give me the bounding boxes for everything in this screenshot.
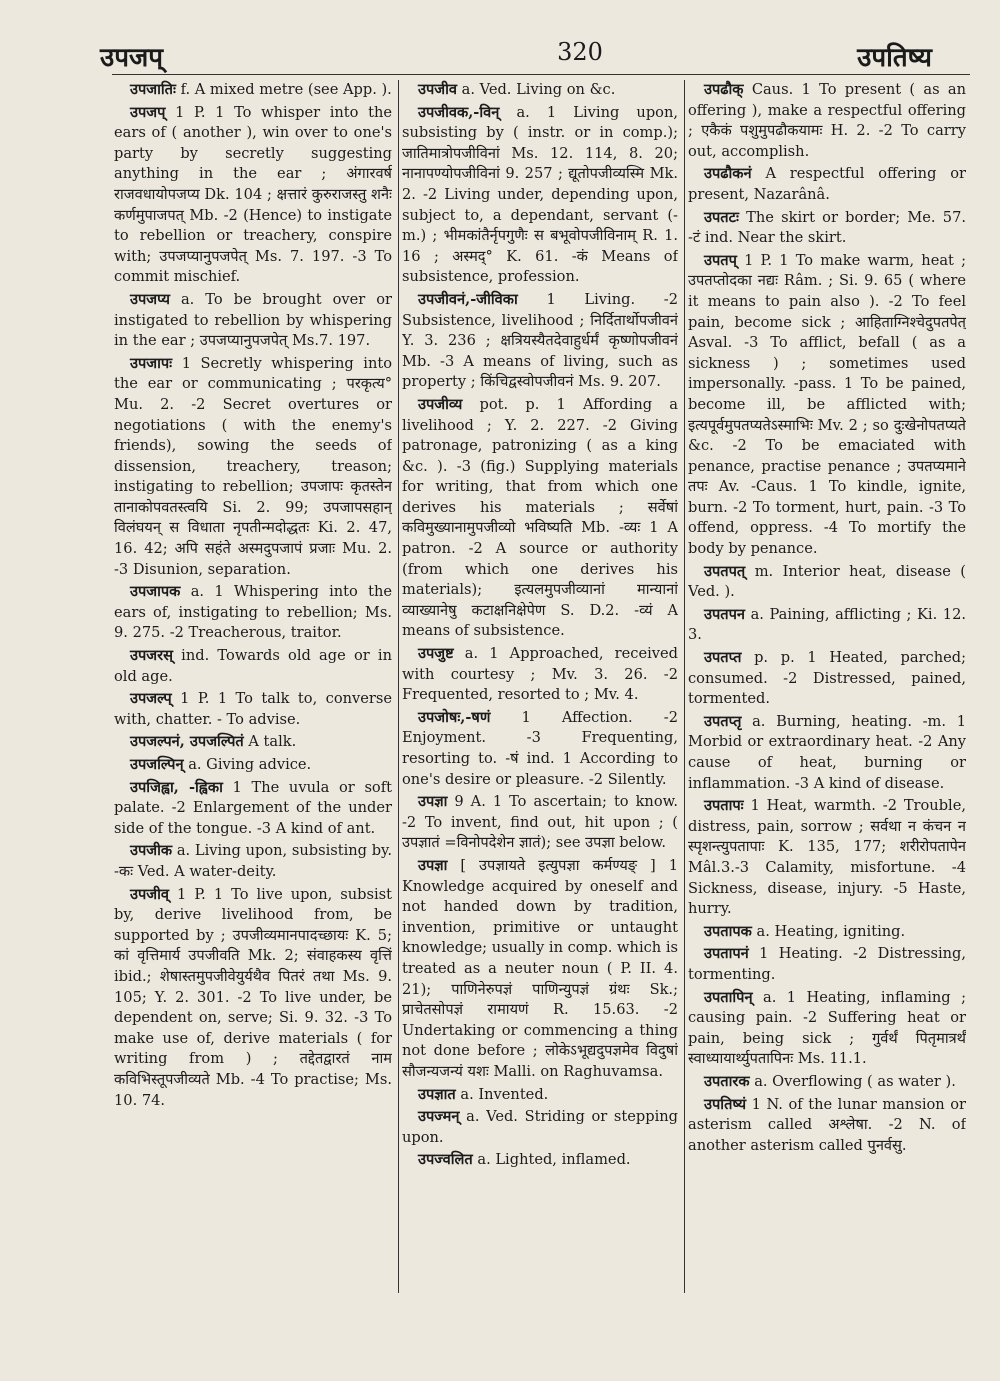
headword: उपढौक्	[704, 81, 744, 98]
headword: उपतापः	[704, 797, 744, 815]
dictionary-entry	[402, 290, 678, 393]
definition: a. 1 Living upon, subsisting by ( instr. or in comp.); जातिमात्रोपजीविनां Ms. 12. 114, 8. 20; नानापण्योपजीविनां 9. 257 ; द्यूतोपजीव्यस्मि Mk. 2. -2 Living under, depending upon, subject to, a dependant, servant (-m.) ; भीमकांतैर्नृपगुणैः स बभूवोपजीविनाम् R. 1. 16 ; अस्मद्° K. 61. -कं Means of subsistence, profession.	[402, 103, 678, 286]
headword: उपज्वलित	[418, 1151, 473, 1169]
dictionary-entry	[114, 689, 392, 730]
headword: उपजोषः,-षणं	[418, 708, 491, 726]
definition: p. p. 1 Heated, parched; consumed. -2 Distressed, pained, tormented.	[688, 649, 966, 708]
dictionary-entry	[688, 562, 966, 603]
dictionary-entry	[688, 988, 966, 1070]
definition: 1 P. 1 To make warm, heat ; उपतप्तोदका नद्यः Râm. ; Si. 9. 65 ( where it means to pain also ). -2 To feel pain, become sick ; आहिताग्निश्चेदुपतपेत् Asval. -3 To afflict, befall ( as a sickness ) ; sometimes used impersonally. -pass. 1 To be pained, become ill, be afflicted with; इत्यपूर्वमुपतप्यतेऽस्माभिः Mv. 2 ; so दुःखेनोपतप्यते &c. -2 To be emaciated with penance, practise penance ; उपतप्यमाने तपः Av. -Caus. 1 To kindle, ignite, burn. -2 To torment, hurt, pain. -3 To offend, oppress. -4 To mortify the body by penance.	[688, 251, 966, 558]
headword: उपजल्पनं, उपजल्पितं	[130, 733, 244, 751]
dictionary-entry	[688, 1095, 966, 1157]
dictionary-entry	[688, 944, 966, 985]
column-divider	[398, 80, 399, 1293]
dictionary-entry	[402, 856, 678, 1083]
headword: उपतापिन्	[704, 988, 753, 1006]
headword: उपज्मन्	[418, 1108, 460, 1126]
definition: 9 A. 1 To ascertain; to know. -2 To invent, find out, hit upon ; ( उपज्ञातं =विनोपदेशेन ज्ञातं); see उपज्ञा below.	[402, 793, 678, 852]
dictionary-entry	[688, 251, 966, 560]
dictionary-entry	[688, 208, 966, 249]
definition: a. Overflowing ( as water ).	[754, 1072, 956, 1090]
definition: 1 N. of the lunar mansion or asterism called अश्लेषा. -2 N. of another asterism called पुनर्वसु.	[688, 1095, 966, 1154]
headword: उपज्ञा	[418, 856, 448, 874]
headword: उपजरस्	[130, 647, 173, 665]
definition: 1 Heating. -2 Distressing, tormenting.	[688, 945, 966, 983]
headword: उपढौकनं	[704, 165, 752, 183]
dictionary-entry	[402, 1085, 678, 1106]
dictionary-entry	[114, 354, 392, 581]
headword: उपजल्पिन्	[130, 756, 184, 773]
definition: 1 Secretly whispering into the ear or communicating ; परकृत्य° Mu. 2. -2 Secret overtures or negotiations ( with the enemy's friends), sowing the seeds of dissension, treachery, treason; instigating to rebellion; उपजापः कृतस्तेन तानाकोपवतस्त्वयि Si. 2. 99; उपजापसहान् विलंघयन् स विधाता नृपतीन्मदोद्धतः Ki. 2. 47, 16. 42; अपि सहंते अस्मदुपजापं प्रजाः Mu. 2. -3 Disunion, separation.	[114, 354, 392, 578]
dictionary-entry	[114, 841, 392, 882]
dictionary-entry	[402, 103, 678, 288]
definition: 1 P. 1 To whisper into the ears of ( another ), win over to one's party by secretly suggesting anything in the ear ; अंगारवर्ष राजवधायोपजप्य Dk. 104 ; क्षत्तारं कुरुराजस्तु शनैः कर्णमुपाजपत् Mb. -2 (Hence) to instigate to rebellion or treachery, conspire with; उपजप्यानुपजपेत् Ms. 7. 197. -3 To commit mischief.	[114, 103, 392, 286]
definition: 1 Affection. -2 Enjoyment. -3 Frequenting, resorting to. -षं ind. 1 According to one's desire or pleasure. -2 Silently.	[402, 708, 678, 788]
headword: उपतप्	[704, 251, 737, 269]
headword: उपतप्त	[704, 649, 742, 667]
definition: 1 The uvula or soft palate. -2 Enlargement of the under side of the tongue. -3 A kind of ant.	[114, 778, 392, 837]
headword: उपजातिः	[130, 81, 176, 98]
dictionary-entry	[688, 80, 966, 162]
dictionary-entry	[402, 80, 678, 101]
headword: उपजीव्	[130, 885, 170, 903]
running-head	[100, 28, 960, 80]
dictionary-entry	[114, 885, 392, 1112]
dictionary-entry	[402, 1107, 678, 1148]
headword: उपजीक	[130, 842, 173, 860]
column-divider	[684, 80, 685, 1293]
definition: a. Living upon, subsisting by. -कः Ved. A water-deity.	[114, 842, 392, 880]
definition: a. Invented.	[460, 1085, 549, 1103]
definition: f. A mixed metre (see App. ).	[180, 81, 392, 98]
definition: 1 P. 1 To live upon, subsist by, derive livelihood from, be supported by ; उपजीव्यमानपादच्छायः K. 5; कां वृत्तिमार्य उपजीवति Mk. 2; संवाहकस्य वृत्तिं ibid.; शेषास्तमुपजीवेयुर्यथैव पितरं तथा Ms. 9. 105; Y. 2. 301. -2 To live under, be dependent on, serve; Si. 9. 32. -3 To make use of, derive materials ( for writing from ) ; तद्देतद्वारतं नाम कविभिस्तूपजीव्यते Mb. -4 To practise; Ms. 10. 74.	[114, 885, 392, 1109]
definition: 1 Heat, warmth. -2 Trouble, distress, pain, sorrow ; सर्वथा न कंचन न स्पृशन्त्युपतापाः K. 135, 177; शरीरोपतापेन Mâl.3.-3 Calamity, misfortune. -4 Sickness, disease, injury. -5 Haste, hurry.	[688, 797, 966, 918]
headword: उपजुष्ट	[418, 645, 454, 663]
dictionary-entry	[688, 1072, 966, 1093]
definition: Caus. 1 To present ( as an offering ), make a respectful offering ; एकैकं पशुमुपढौकयामः H. 2. -2 To carry out, accomplish.	[688, 81, 966, 160]
headword: उपजीव्य	[418, 395, 463, 413]
headword: उपतापक	[704, 922, 752, 940]
definition: A talk.	[248, 733, 297, 751]
definition: a. Paining, afflicting ; Ki. 12. 3.	[688, 605, 966, 644]
dictionary-entry	[688, 712, 966, 794]
headword: उपजापक	[130, 583, 181, 601]
headword: उपतिष्यं	[704, 1095, 747, 1113]
headword: उपजीवनं,-जीविका	[418, 290, 518, 308]
dictionary-entry	[402, 644, 678, 706]
definition: 1 P. 1 To talk to, converse with, chatter. - To advise.	[114, 690, 392, 728]
definition: a. Heating, igniting.	[756, 922, 906, 940]
dictionary-entry	[402, 792, 678, 854]
dictionary-entry	[688, 605, 966, 646]
headword: उपजिह्वा, -ह्विका	[130, 778, 223, 796]
headword: उपजापः	[130, 354, 173, 372]
header-rule	[112, 74, 970, 75]
dictionary-entry	[402, 395, 678, 642]
dictionary-entry	[688, 648, 966, 710]
headword: उपजप्	[130, 103, 166, 121]
definition: a. To be brought over or instigated to rebellion by whispering in the ear ; उपजप्यानुपजपेत् Ms.7. 197.	[114, 290, 392, 350]
dictionary-entry	[114, 778, 392, 840]
definition: [ उपज्ञायते इत्युपज्ञा कर्मण्यङ् ] 1 Knowledge acquired by oneself and not handed down by tradition, invention, primitive or untaught knowledge; usually in comp. which is treated as a neuter noun ( P. II. 4. 21); पाणिनेरुपज्ञं पाणिन्युपज्ञं ग्रंथः Sk.; प्राचेतसोपज्ञं रामायणं R. 15.63. -2 Undertaking or commencing a thing not done before ; लोकेऽभूद्यदुपज्ञमेव विदुषां सौजन्यजन्यं यशः Malli. on Raghuvamsa.	[402, 856, 678, 1080]
page-number: 320	[557, 38, 603, 66]
dictionary-entry	[114, 103, 392, 288]
definition: a. Lighted, inflamed.	[477, 1151, 631, 1169]
running-head-right: उपतिष्य	[857, 43, 932, 73]
column-3	[688, 80, 966, 1321]
dictionary-entry	[114, 80, 392, 101]
headword: उपतपत्	[704, 562, 746, 580]
dictionary-entry	[114, 582, 392, 644]
dictionary-entry	[114, 732, 392, 753]
dictionary-entry	[114, 290, 392, 352]
definition: a. 1 Heating, inflaming ; causing pain. -2 Suffering heat or pain, being sick ; गुर्वर्थं पितृमात्रर्थं स्वाध्यायार्थ्युपतापिनः Ms. 11.1.	[688, 988, 966, 1068]
definition: a. 1 Approached, received with courtesy ; Mv. 3. 26. -2 Frequented, resorted to ; Mv. 4.	[402, 645, 678, 704]
headword: उपतापनं	[704, 945, 749, 963]
headword: उपजल्प्	[130, 690, 172, 708]
headword: उपजीवक,-विन्	[418, 103, 500, 121]
headword: उपजीव	[418, 81, 458, 98]
dictionary-entry	[114, 646, 392, 687]
column-1	[114, 80, 392, 1321]
definition: The skirt or border; Me. 57. -टं ind. Near the skirt.	[688, 208, 966, 247]
definition: a. 1 Whispering into the ears of, instigating to rebellion; Ms. 9. 275. -2 Treacherous, traitor.	[114, 583, 392, 642]
headword: उपज्ञात	[418, 1085, 456, 1103]
definition: pot. p. 1 Affording a livelihood ; Y. 2. 227. -2 Giving patronage, patronizing ( as a king &c. ). -3 (fig.) Supplying materials for writing, that from which one derives his materials ; सर्वेषां कविमुख्यानामुपजीव्यो भविष्यति Mb. -व्यः 1 A patron. -2 A source or authority (from which one derives his materials); इत्यलमुपजीव्यानां मान्यानां व्याख्यानेषु कटाक्षनिक्षेपेण S. D.2. -व्यं A means of subsistence.	[402, 395, 678, 640]
definition: a. Ved. Living on &c.	[461, 81, 616, 98]
headword: उपतटः	[704, 208, 739, 226]
definition: a. Burning, heating. -m. 1 Morbid or extraordinary heat. -2 Any cause of heat, burning or inflammation. -3 A kind of disease.	[688, 712, 966, 792]
definition: a. Ved. Striding or stepping upon.	[402, 1108, 678, 1146]
dictionary-entry	[114, 755, 392, 776]
definition: m. Interior heat, disease ( Ved. ).	[688, 562, 966, 601]
dictionary-entry	[402, 708, 678, 790]
dictionary-entry	[402, 1150, 678, 1171]
column-2	[402, 80, 678, 1321]
headword: उपतपन	[704, 605, 745, 623]
dictionary-entry	[688, 922, 966, 943]
headword: उपतप्तृ	[704, 712, 742, 730]
running-head-left: उपजप्	[100, 43, 164, 73]
definition: A respectful offering or present, Nazarânâ.	[688, 165, 966, 203]
headword: उपज्ञा	[418, 793, 448, 811]
dictionary-entry	[688, 164, 966, 205]
dictionary-entry	[688, 796, 966, 920]
headword: उपतारक	[704, 1072, 750, 1090]
definition: ind. Towards old age or in old age.	[114, 647, 392, 685]
definition: a. Giving advice.	[188, 756, 312, 773]
definition: 1 Living. -2 Subsistence, livelihood ; निर्दितार्थोपजीवनं Y. 3. 236 ; क्षत्रियस्यैतदेवाहुर्धर्मं कृष्णोपजीवनं Mb. -3 A means of living, such as property ; किंचिद्वस्वोपजीवनं Ms. 9. 207.	[402, 290, 678, 391]
headword: उपजप्य	[130, 290, 170, 308]
